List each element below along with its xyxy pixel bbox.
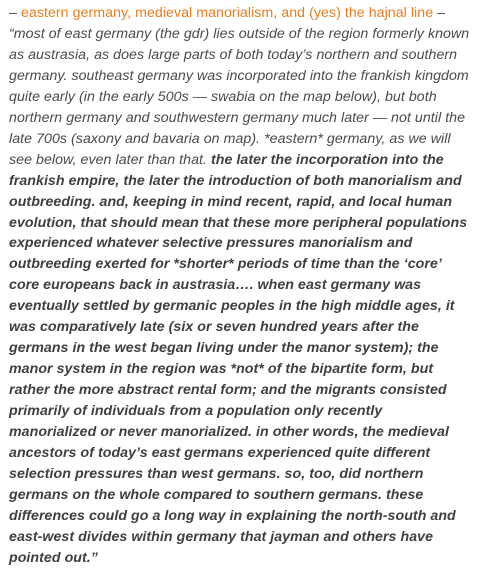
quote-regular-text: “most of east germany (the gdr) lies outside of the region formerly known as austrasia, as does large parts of both today’s northern and southern germany. southeast germany was incorporated into the frankish kingdom quite early (in the early 500s — swabia on the map below), but both northern germany and southwestern germany much later — not until the late 700s (saxony and bavaria on map). *eastern* germany, as we will see below, even later than that. <box>9 25 470 168</box>
quote-bold-text: the later the incorporation into the frankish empire, the later the introduction of both manorialism and outbreeding. and, keeping in mind recent, rapid, and local human evolution, that should mean that these more peripheral populations experienced whatever selective pressures manorialism and outbreeding exerted for *shorter* periods of time than the ‘core’ core europeans back in austrasia…. when east germany was eventually settled by germanic peoples in the high middle ages, it was comparatively late (six or seven hundred years after the germans in the west began living under the manor system); the manor system in the region was *not* of the bipartite form, but rather the more abstract rental form; and the migrants consisted primarily of individuals from a population only recently manorialized or never manorialized. in other words, the medieval ancestors of today’s east germans experienced quite different selection pressures than west germans. so, too, did northern germans on the whole compared to southern germans. these differences could go a long way in explaining the north-south and east-west divides within germany that jayman and others have pointed out.” <box>9 151 468 566</box>
post-title-link[interactable]: eastern germany, medieval manorialism, and (yes) the hajnal line <box>20 5 434 21</box>
blockquote-text <box>9 3 471 569</box>
leading-dash: – <box>9 5 21 21</box>
trailing-dash: – <box>433 5 446 21</box>
